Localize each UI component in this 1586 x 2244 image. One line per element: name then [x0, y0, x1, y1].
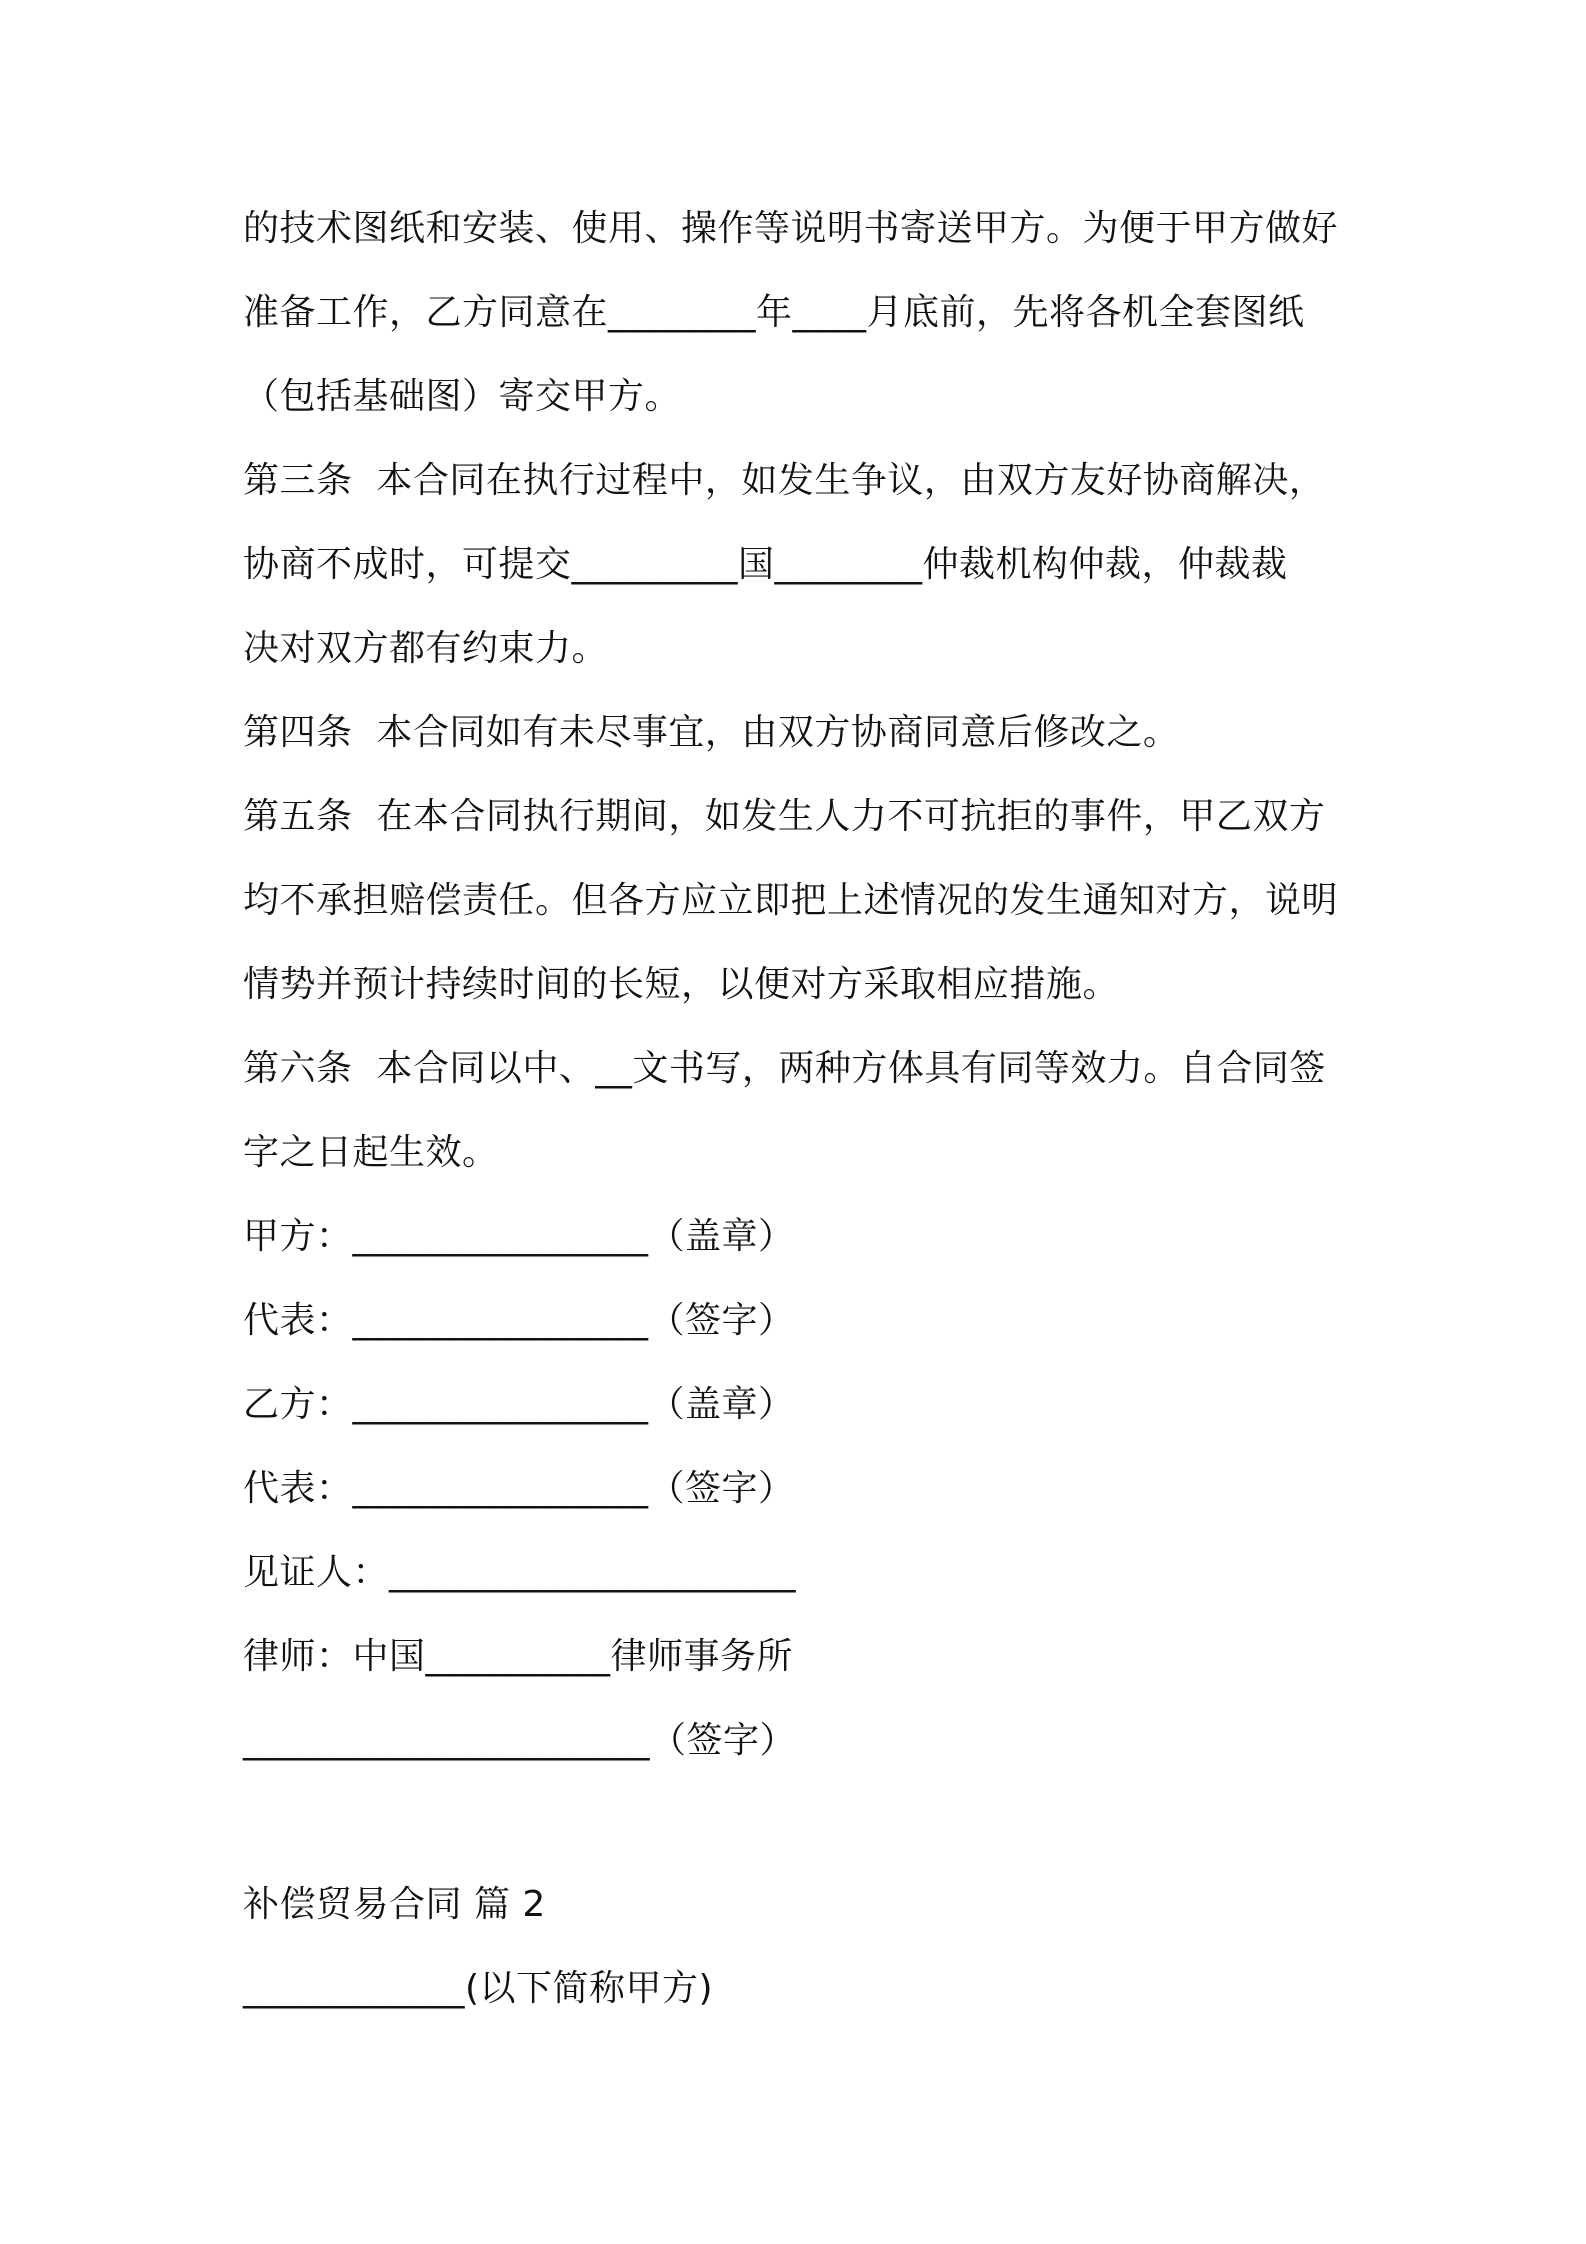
signature-line: ______________________（签字）: [243, 1720, 797, 1761]
text-line: 均不承担赔偿责任。但各方应立即把上述情况的发生通知对方，说明: [243, 880, 1339, 921]
signature-line: 甲方：________________（盖章）: [243, 1216, 795, 1257]
section-heading: 补偿贸易合同 篇 2: [243, 1884, 546, 1925]
text-line: 协商不成时，可提交_________国________仲裁机构仲裁，仲裁裁: [243, 544, 1288, 585]
signature-line: 代表：________________（签字）: [243, 1468, 795, 1509]
text-line: 第四条 本合同如有未尽事宜，由双方协商同意后修改之。: [243, 712, 1180, 753]
signature-line: 律师：中国__________律师事务所: [243, 1636, 794, 1677]
text-line: ____________(以下简称甲方): [243, 1968, 714, 2009]
text-line: 字之日起生效。: [243, 1132, 499, 1173]
text-line: 的技术图纸和安装、使用、操作等说明书寄送甲方。为便于甲方做好: [243, 208, 1339, 249]
signature-line: 见证人：______________________: [243, 1552, 797, 1593]
text-line: 第六条 本合同以中、__文书写，两种方体具有同等效力。自合同签: [243, 1048, 1326, 1089]
text-line: （包括基础图）寄交甲方。: [243, 376, 682, 417]
text-line: 准备工作，乙方同意在________年____月底前，先将各机全套图纸: [243, 292, 1305, 333]
signature-line: 乙方：________________（盖章）: [243, 1384, 795, 1425]
text-line: 情势并预计持续时间的长短，以便对方采取相应措施。: [243, 964, 1120, 1005]
text-line: 第五条 在本合同执行期间，如发生人力不可抗拒的事件，甲乙双方: [243, 796, 1326, 837]
signature-line: 代表：________________（签字）: [243, 1300, 795, 1341]
text-line: 决对双方都有约束力。: [243, 628, 609, 669]
text-line: 第三条 本合同在执行过程中，如发生争议，由双方友好协商解决，: [243, 460, 1326, 501]
